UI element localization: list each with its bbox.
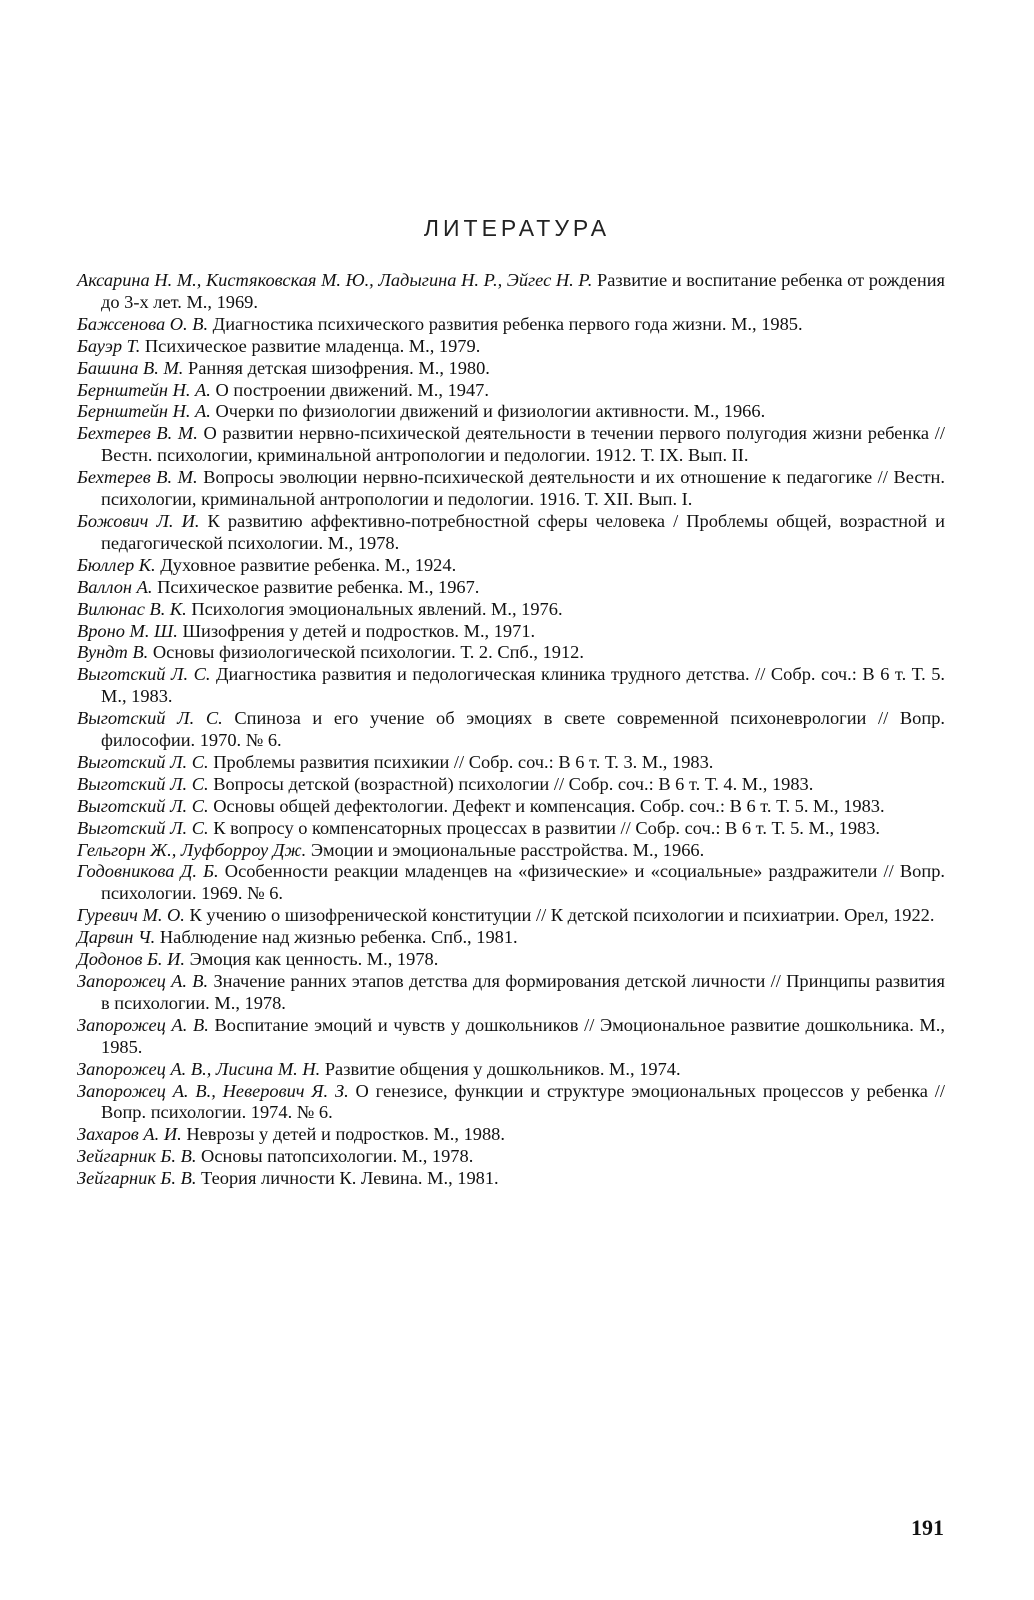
reference-author: Запорожец А. В., Лисина М. Н. (77, 1058, 321, 1079)
reference-author: Бауэр Т. (77, 335, 141, 356)
reference-text: Психология эмоциональных явлений. М., 1976. (191, 598, 563, 619)
reference-entry (77, 818, 945, 840)
reference-entry (77, 577, 945, 599)
reference-text: Ранняя детская шизофрения. М., 1980. (188, 357, 490, 378)
reference-author: Бернштейн Н. А. (77, 379, 211, 400)
reference-text: Очерки по физиологии движений и физиологии активности. М., 1966. (215, 401, 766, 422)
reference-entry (77, 314, 945, 336)
reference-author: Додонов Б. И. (77, 949, 185, 970)
reference-entry (77, 380, 945, 402)
reference-author: Выготский Л. С. (77, 664, 211, 685)
reference-author: Бажсенова О. В. (77, 313, 209, 334)
page-heading: ЛИТЕРАТУРА (423, 215, 611, 241)
reference-author: Божович Л. И. (77, 510, 200, 531)
reference-author: Вроно М. Ш. (77, 620, 178, 641)
reference-entry (77, 642, 945, 664)
reference-entry (77, 774, 945, 796)
reference-text: О развитии нервно-психической деятельности в течении первого полугодия жизни ребенка // Вестн. психологии, криминальной антропологии и педологии. 1912. Т. IX. Вып. II. (101, 423, 945, 466)
reference-entry (77, 752, 945, 774)
reference-text: Эмоции и эмоциональные расстройства. М., 1966. (310, 839, 705, 860)
reference-text: Значение ранних этапов детства для формирования детской личности // Принципы развития в психологии. М., 1978. (101, 971, 945, 1013)
reference-entry (77, 1146, 945, 1168)
reference-entry (77, 861, 945, 905)
reference-author: Выготский Л. С. (77, 795, 209, 816)
reference-entry (77, 423, 945, 467)
reference-author: Аксарина Н. М., Кистяковская М. Ю., Ладыгина Н. Р., Эйгес Н. Р. (77, 270, 593, 290)
reference-author: Бернштейн Н. А. (77, 401, 211, 422)
reference-entry (77, 1081, 945, 1125)
reference-text: Теория личности К. Левина. М., 1981. (201, 1168, 499, 1189)
reference-entry (77, 1168, 945, 1190)
reference-author: Вундт В. (77, 642, 149, 663)
reference-entry (77, 358, 945, 380)
reference-entry (77, 599, 945, 621)
reference-entry (77, 555, 945, 577)
reference-author: Выготский Л. С. (77, 751, 209, 772)
reference-author: Башина В. М. (77, 357, 184, 378)
reference-author: Бюллер К. (77, 554, 156, 575)
reference-entry (77, 927, 945, 949)
reference-text: Психическое развитие младенца. М., 1979. (144, 335, 481, 356)
reference-entry (77, 796, 945, 818)
reference-text: Развитие общения у дошкольников. М., 1974. (324, 1058, 681, 1079)
reference-entry (77, 401, 945, 423)
reference-entry (77, 971, 945, 1015)
reference-author: Бехтерев В. М. (77, 423, 198, 444)
reference-author: Зейгарник Б. В. (77, 1146, 197, 1167)
reference-author: Запорожец А. В. (77, 1014, 209, 1035)
reference-entry (77, 905, 945, 927)
reference-author: Захаров А. И. (77, 1124, 182, 1145)
reference-author: Дарвин Ч. (77, 927, 156, 948)
reference-text: Основы общей дефектологии. Дефект и компенсация. Собр. соч.: В 6 т. Т. 5. М., 1983. (213, 795, 885, 816)
reference-text: Проблемы развития психикии // Собр. соч.: В 6 т. Т. 3. М., 1983. (213, 751, 714, 772)
reference-entry (77, 1124, 945, 1146)
reference-entry (77, 664, 945, 708)
reference-entry (77, 840, 945, 862)
reference-text: К развитию аффективно-потребностной сферы человека / Проблемы общей, возрастной и педагогической психологии. М., 1978. (101, 510, 945, 553)
reference-text: Вопросы эволюции нервно-психической деятельности и их отношение к педагогике // Вестн. психологии, криминальной антропологии и педологии. 1916. Т. XII. Вып. I. (101, 467, 945, 510)
reference-text: Диагностика развития и педологическая клиника трудного детства. // Собр. соч.: В 6 т. Т. 5. М., 1983. (101, 664, 945, 707)
reference-text: К вопросу о компенсаторных процессах в развитии // Собр. соч.: В 6 т. Т. 5. М., 1983. (213, 817, 881, 838)
reference-entry (77, 708, 945, 752)
reference-entry (77, 270, 945, 314)
reference-author: Запорожец А. В., Неверович Я. З. (77, 1080, 349, 1101)
reference-entry (77, 467, 945, 511)
reference-list (77, 270, 945, 1190)
reference-text: К учению о шизофренической конституции // К детской психологии и психиатрии. Орел, 1922. (189, 905, 935, 926)
reference-text: Шизофрения у детей и подростков. М., 1971. (182, 620, 536, 641)
reference-text: Основы физиологической психологии. Т. 2. Спб., 1912. (152, 642, 584, 663)
reference-author: Зейгарник Б. В. (77, 1168, 197, 1189)
reference-text: О построении движений. М., 1947. (215, 379, 489, 400)
reference-author: Запорожец А. В. (77, 971, 209, 991)
reference-text: Вопросы детской (возрастной) психологии // Собр. соч.: В 6 т. Т. 4. М., 1983. (213, 773, 814, 794)
reference-text: Духовное развитие ребенка. М., 1924. (160, 554, 457, 575)
page-number: 191 (911, 1515, 944, 1540)
reference-author: Гельгорн Ж., Луфборроу Дж. (77, 839, 307, 860)
reference-text: Спиноза и его учение об эмоциях в свете современной психоневрологии // Вопр. философии. 1970. № 6. (101, 708, 945, 751)
reference-entry (77, 1015, 945, 1059)
reference-text: Особенности реакции младенцев на «физические» и «социальные» раздражители // Вопр. психологии. 1969. № 6. (101, 861, 946, 904)
reference-author: Бехтерев В. М. (77, 467, 198, 488)
reference-text: О генезисе, функции и структуре эмоциональных процессов у ребенка // Вопр. психологии. 1974. № 6. (101, 1080, 945, 1123)
reference-entry (77, 949, 945, 971)
reference-entry (77, 336, 945, 358)
reference-text: Развитие и воспитание ребенка от рождения до 3-х лет. М., 1969. (101, 270, 945, 312)
reference-author: Вилюнас В. К. (77, 598, 187, 619)
reference-entry (77, 1059, 945, 1081)
reference-text: Неврозы у детей и подростков. М., 1988. (186, 1124, 505, 1145)
reference-author: Выготский Л. С. (77, 817, 209, 838)
reference-author: Выготский Л. С. (77, 773, 209, 794)
reference-author: Годовникова Д. Б. (77, 861, 219, 882)
reference-text: Наблюдение над жизнью ребенка. Спб., 1981. (159, 927, 518, 948)
reference-text: Воспитание эмоций и чувств у дошкольников // Эмоциональное развитие дошкольника. М., 1985. (101, 1014, 945, 1057)
reference-text: Психическое развитие ребенка. М., 1967. (157, 576, 480, 597)
reference-author: Валлон А. (77, 576, 153, 597)
reference-author: Выготский Л. С. (77, 708, 223, 729)
reference-author: Гуревич М. О. (77, 905, 185, 926)
reference-text: Основы патопсихологии. М., 1978. (201, 1146, 474, 1167)
reference-text: Диагностика психического развития ребенка первого года жизни. М., 1985. (212, 313, 803, 334)
reference-entry (77, 621, 945, 643)
reference-text: Эмоция как ценность. М., 1978. (189, 949, 439, 970)
reference-entry (77, 511, 945, 555)
